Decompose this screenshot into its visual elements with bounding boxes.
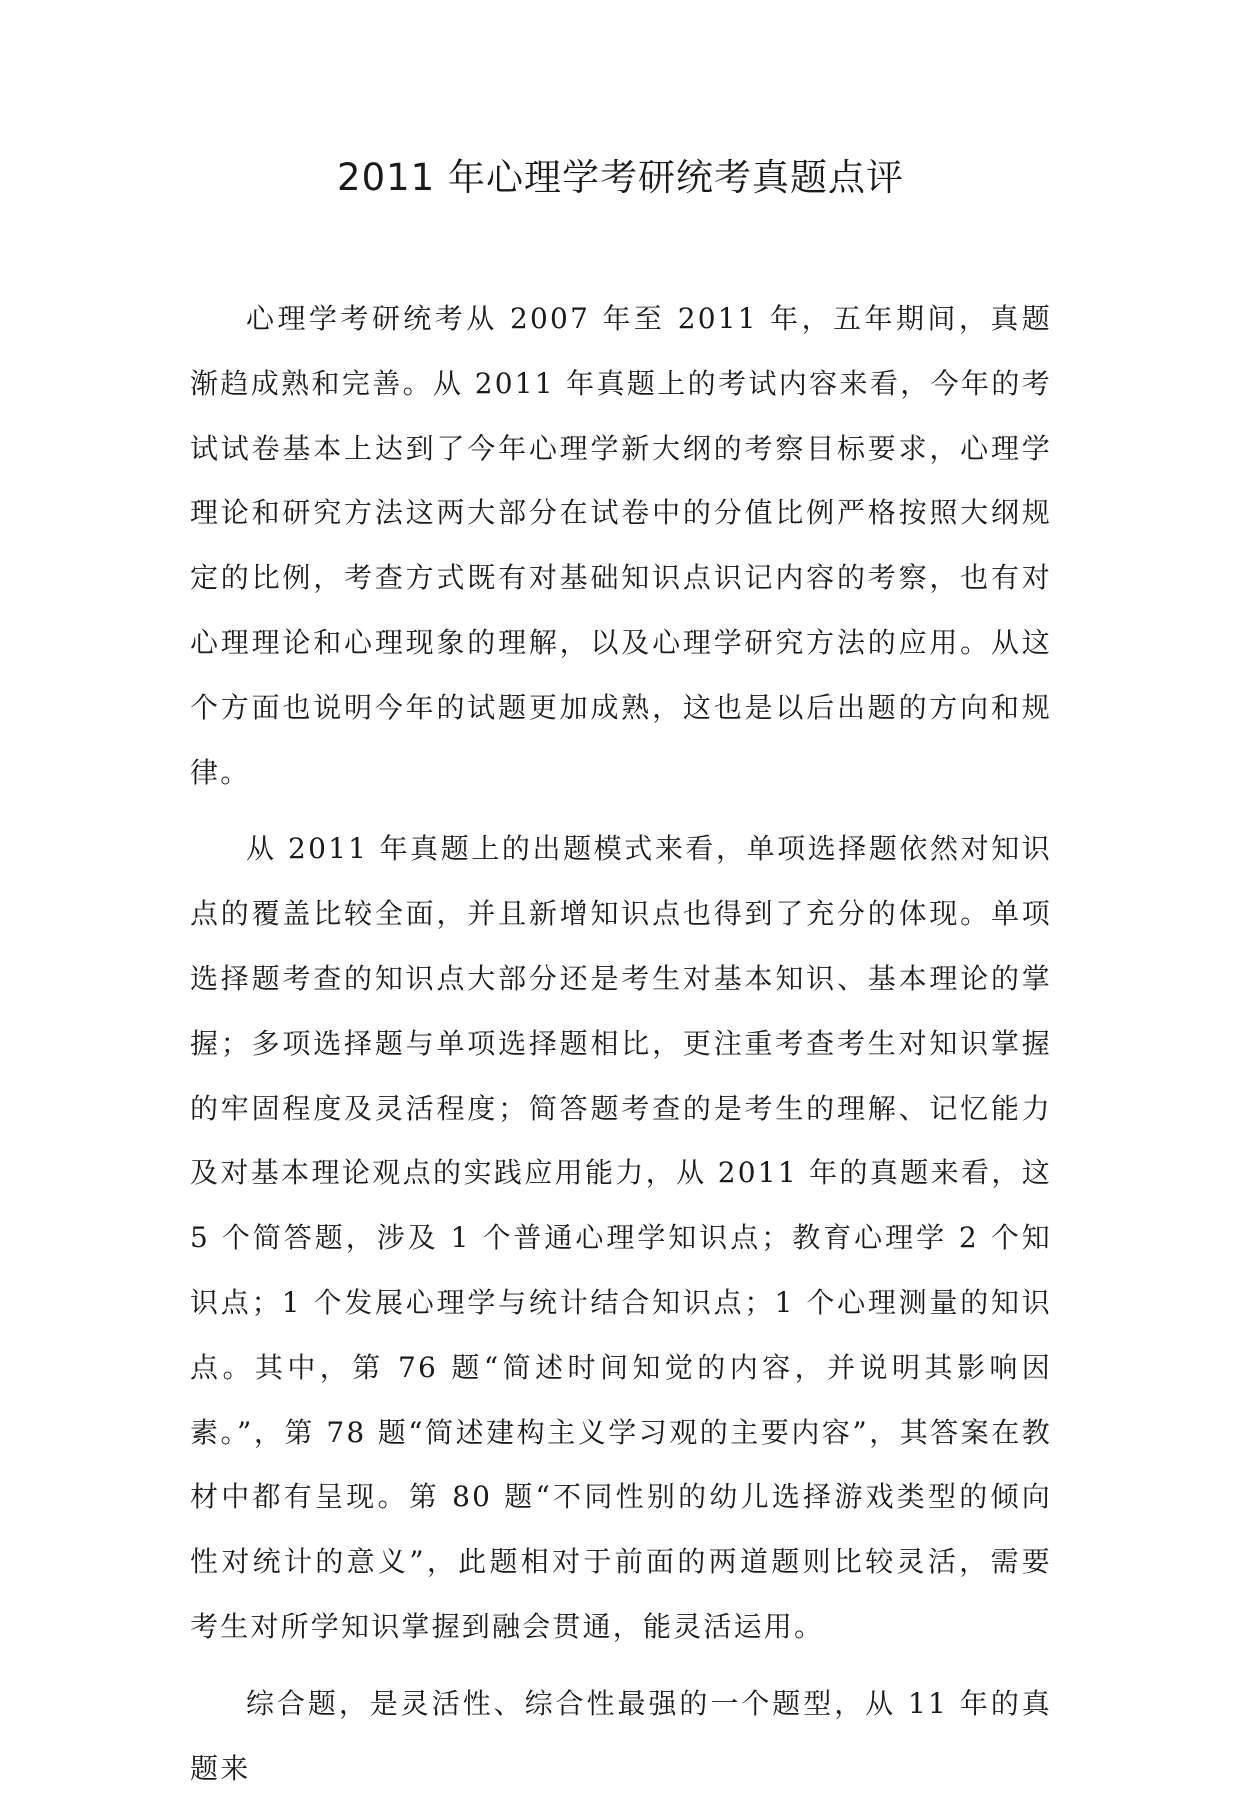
paragraph-intro: 心理学考研统考从 2007 年至 2011 年，五年期间，真题渐趋成熟和完善。从 2011 年真题上的考试内容来看，今年的考试试卷基本上达到了今年心理学新大纲的考察目标要求，心理学理论和研究方法这两大部分在试卷中的分值比例严格按照大纲规定的比例，考查方式既有对基础知识点识记内容的考察，也有对心理理论和心理现象的理解，以及心理学研究方法的应用。从这个方面也说明今年的试题更加成熟，这也是以后出题的方向和规律。: [190, 302, 1052, 789]
document-body: [190, 287, 1052, 1813]
paragraph-comprehensive: 综合题，是灵活性、综合性最强的一个题型，从 11 年的真题来: [190, 1686, 1052, 1785]
document-title: 2011 年心理学考研统考真题点评: [337, 156, 904, 199]
paragraph-question-format: 从 2011 年真题上的出题模式来看，单项选择题依然对知识点的覆盖比较全面，并且新增知识点也得到了充分的体现。单项选择题考查的知识点大部分还是考生对基本知识、基本理论的掌握；多项选择题与单项选择题相比，更注重考查考生对知识掌握的牢固程度及灵活程度；简答题考查的是考生的理解、记忆能力及对基本理论观点的实践应用能力，从 2011 年的真题来看，这 5 个简答题，涉及 1 个普通心理学知识点；教育心理学 2 个知识点；1 个发展心理学与统计结合知识点；1 个心理测量的知识点。其中，第 76 题“简述时间知觉的内容，并说明其影响因素。”，第 78 题“简述建构主义学习观的主要内容”，其答案在教材中都有呈现。第 80 题“不同性别的幼儿选择游戏类型的倾向性对统计的意义”，此题相对于前面的两道题则比较灵活，需要考生对所学知识掌握到融会贯通，能灵活运用。: [190, 832, 1052, 1643]
